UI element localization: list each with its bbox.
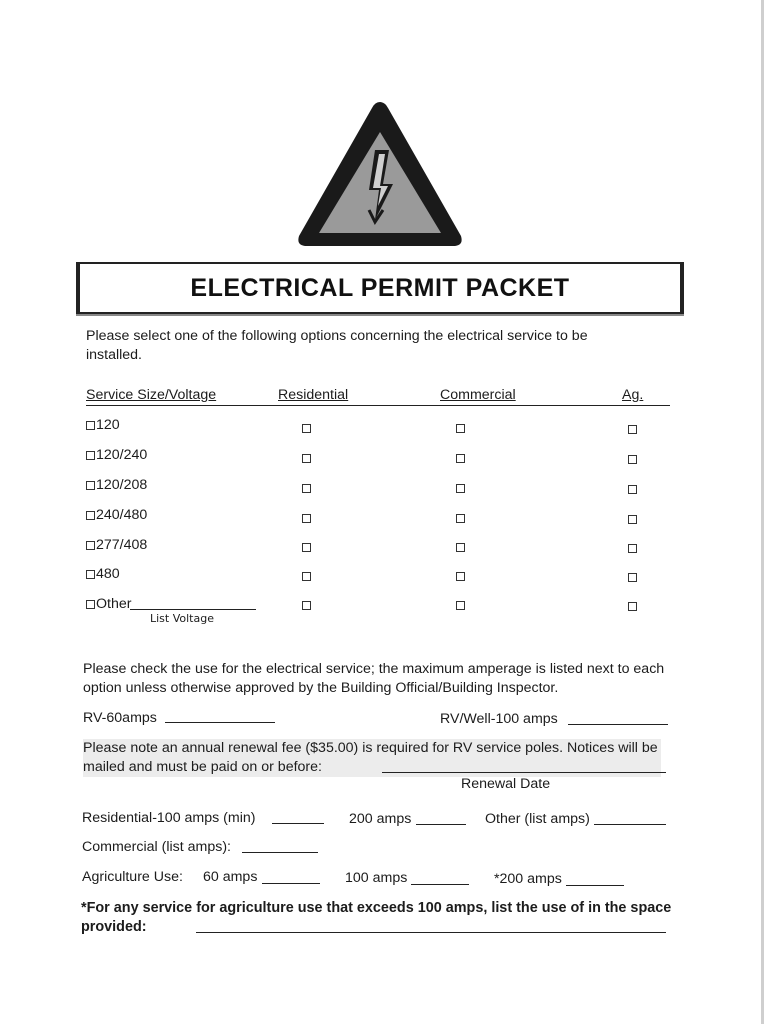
checkbox-icon[interactable] xyxy=(86,511,95,520)
intro-text: Please select one of the following options concerning the electrical service to be installed. xyxy=(86,328,588,363)
checkbox-commercial-120[interactable] xyxy=(456,424,465,433)
other-amps-line[interactable] xyxy=(594,824,666,825)
checkbox-commercial-120-208[interactable] xyxy=(456,484,465,493)
rv-60-line[interactable] xyxy=(165,722,275,723)
checkbox-ag-240-480[interactable] xyxy=(628,515,637,524)
checkbox-ag-120[interactable] xyxy=(628,425,637,434)
amps-200-line[interactable] xyxy=(416,824,466,825)
checkbox-ag-277-408[interactable] xyxy=(628,544,637,553)
checkbox-commercial-other[interactable] xyxy=(456,601,465,610)
rv-well-label: RV/Well-100 amps xyxy=(440,711,558,727)
row-label-120[interactable]: 120 xyxy=(86,416,120,435)
checkbox-residential-120-208[interactable] xyxy=(302,484,311,493)
other-amps-label: Other (list amps) xyxy=(485,811,590,827)
ag-200-label: *200 amps xyxy=(494,871,562,887)
commercial-amps-line[interactable] xyxy=(242,852,318,853)
checkbox-icon[interactable] xyxy=(86,570,95,579)
column-ag: Ag. xyxy=(622,387,644,403)
ag-60-line[interactable] xyxy=(262,883,320,884)
checkbox-icon[interactable] xyxy=(86,421,95,430)
column-service-size: Service Size/Voltage xyxy=(86,387,217,403)
title-box xyxy=(76,262,684,314)
checkbox-residential-120-240[interactable] xyxy=(302,454,311,463)
residential-100-line[interactable] xyxy=(272,823,324,824)
ag-100-label: 100 amps xyxy=(345,870,408,886)
other-voltage-line[interactable] xyxy=(130,609,256,610)
checkbox-icon[interactable] xyxy=(86,451,95,460)
residential-100-label: Residential-100 amps (min) xyxy=(82,810,256,826)
checkbox-residential-other[interactable] xyxy=(302,601,311,610)
row-label-120-240[interactable]: 120/240 xyxy=(86,446,147,465)
column-commercial: Commercial xyxy=(440,387,516,403)
ag-200-line[interactable] xyxy=(566,885,624,886)
agriculture-note: *For any service for agriculture use that exceeds 100 amps, list the use of in the space provided: xyxy=(81,900,672,935)
checkbox-commercial-120-240[interactable] xyxy=(456,454,465,463)
agriculture-use-label: Agriculture Use: xyxy=(82,869,183,885)
header-rule xyxy=(86,405,670,406)
checkbox-residential-480[interactable] xyxy=(302,572,311,581)
page-title: ELECTRICAL PERMIT PACKET xyxy=(190,274,570,302)
agriculture-use-line[interactable] xyxy=(196,932,666,933)
checkbox-commercial-240-480[interactable] xyxy=(456,514,465,523)
row-label-120-208[interactable]: 120/208 xyxy=(86,476,147,495)
checkbox-residential-240-480[interactable] xyxy=(302,514,311,523)
checkbox-ag-120-208[interactable] xyxy=(628,485,637,494)
row-label-other[interactable]: Other xyxy=(86,595,131,614)
checkbox-icon[interactable] xyxy=(86,541,95,550)
ag-100-line[interactable] xyxy=(411,884,469,885)
ag-60-label: 60 amps xyxy=(203,869,258,885)
row-label-240-480[interactable]: 240/480 xyxy=(86,506,147,525)
row-label-277-408[interactable]: 277/408 xyxy=(86,536,147,555)
checkbox-icon[interactable] xyxy=(86,600,95,609)
high-voltage-warning-icon xyxy=(295,98,465,250)
checkbox-commercial-277-408[interactable] xyxy=(456,543,465,552)
rv-well-line[interactable] xyxy=(568,724,668,725)
commercial-amps-label: Commercial (list amps): xyxy=(82,839,231,855)
rv-60-label: RV-60amps xyxy=(83,710,157,726)
column-residential: Residential xyxy=(278,387,349,403)
checkbox-residential-277-408[interactable] xyxy=(302,543,311,552)
renewal-note: Please note an annual renewal fee ($35.00) is required for RV service poles. Notices will be mailed and must be paid on or before: xyxy=(83,739,661,777)
checkbox-residential-120[interactable] xyxy=(302,424,311,433)
checkbox-ag-480[interactable] xyxy=(628,573,637,582)
page-edge-shadow xyxy=(761,0,764,1024)
renewal-date-line[interactable] xyxy=(382,772,666,773)
row-label-480[interactable]: 480 xyxy=(86,565,120,584)
renewal-date-label: Renewal Date xyxy=(461,776,551,792)
use-intro-text: Please check the use for the electrical service; the maximum amperage is listed next to each option unless otherwise approved by the Building Official/Building Inspector. xyxy=(83,661,665,696)
amps-200-label: 200 amps xyxy=(349,811,412,827)
list-voltage-caption: List Voltage xyxy=(150,612,214,625)
checkbox-commercial-480[interactable] xyxy=(456,572,465,581)
checkbox-ag-other[interactable] xyxy=(628,602,637,611)
checkbox-ag-120-240[interactable] xyxy=(628,455,637,464)
checkbox-icon[interactable] xyxy=(86,481,95,490)
